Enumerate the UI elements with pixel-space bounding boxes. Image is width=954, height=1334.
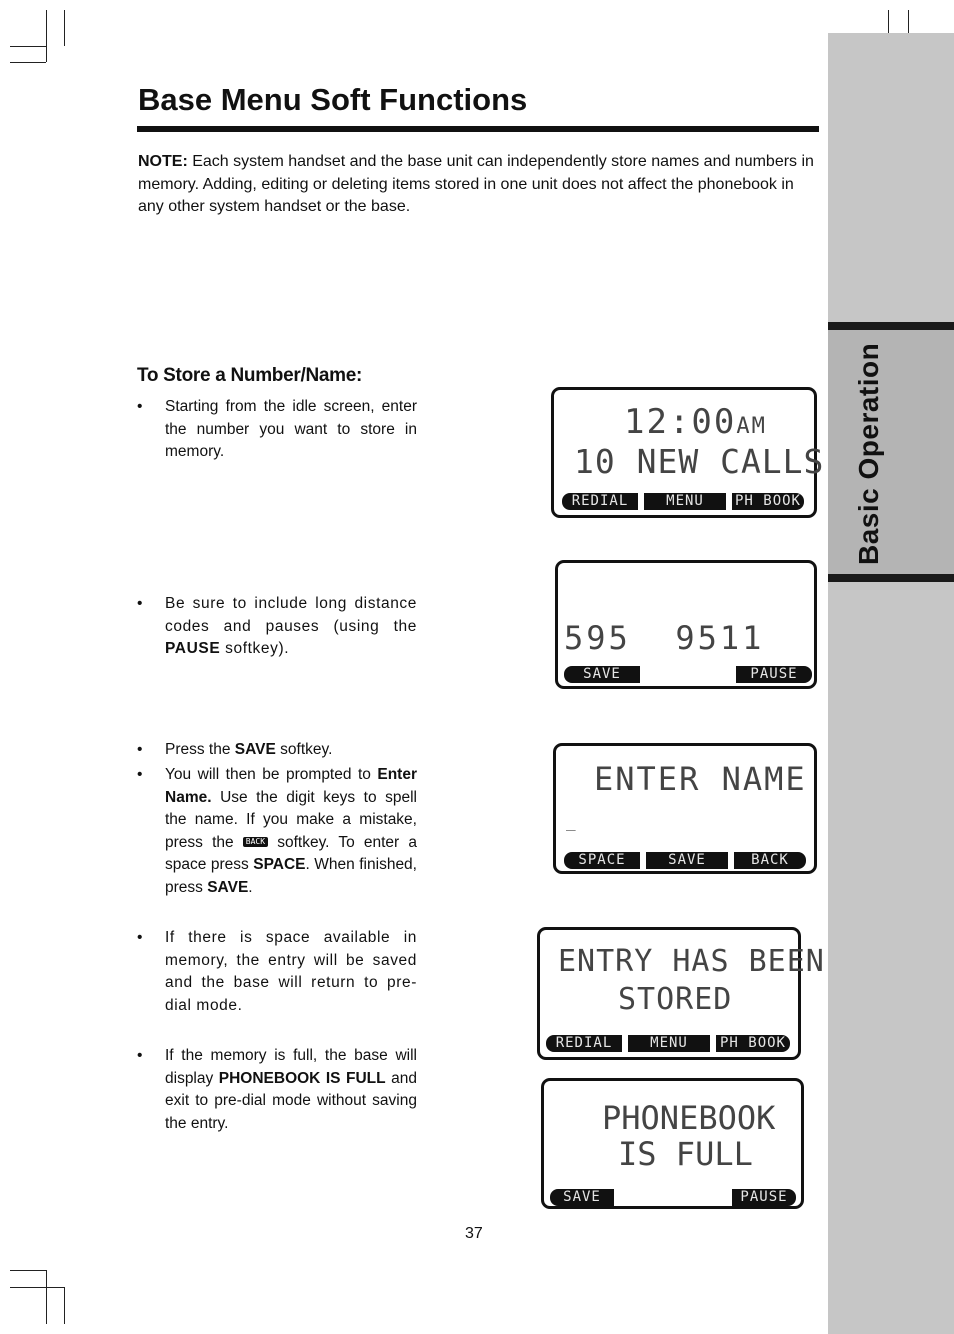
- bold-run: SPACE: [253, 856, 306, 873]
- text-run: and exit to pre-dial mode without saving the entry.: [165, 1069, 417, 1132]
- lcd-stored-screen: [537, 927, 825, 1060]
- crop-mark: [64, 10, 65, 46]
- crop-mark: [10, 62, 46, 63]
- crop-mark: [64, 1287, 65, 1324]
- bullet-text: [165, 764, 417, 899]
- softkey-save[interactable]: SAVE: [550, 1189, 614, 1206]
- bullet-dot: •: [137, 595, 143, 612]
- lcd-new-calls: 10 NEW CALLS: [574, 442, 825, 481]
- page-number: 37: [465, 1225, 483, 1242]
- crop-mark: [46, 1270, 47, 1324]
- text-run: softkey.: [275, 741, 333, 758]
- bullet-dot: •: [137, 766, 143, 783]
- crop-mark: [46, 10, 47, 62]
- softkey-bar: [564, 852, 806, 869]
- softkey-back[interactable]: BACK: [734, 852, 806, 869]
- bold-run: Enter Name.: [165, 766, 417, 806]
- text-run: Use the digit keys to spell the name. If you make a mistake, press the: [165, 788, 417, 851]
- softkey-save[interactable]: SAVE: [646, 852, 728, 869]
- softkey-bar: [564, 666, 812, 683]
- text-run: . When finished, press: [165, 856, 417, 896]
- bullet-text: [165, 739, 417, 762]
- lcd-time: [624, 402, 767, 442]
- crop-mark: [10, 46, 46, 47]
- softkey-menu[interactable]: MENU: [644, 493, 726, 510]
- note-paragraph: [138, 151, 820, 219]
- softkey-pause[interactable]: PAUSE: [736, 666, 812, 683]
- bullet-text: [165, 593, 417, 661]
- lcd-full-screen: [541, 1078, 804, 1209]
- bold-run: PHONEBOOK IS FULL: [218, 1069, 386, 1087]
- section-tab-label: Basic Operation: [853, 342, 884, 565]
- lcd-cursor: _: [566, 812, 578, 831]
- softkey-space[interactable]: SPACE: [564, 852, 640, 869]
- bullet-dot: •: [137, 929, 143, 946]
- bullet-dot: •: [137, 1047, 143, 1064]
- text-run: You will then be prompted to: [165, 766, 378, 783]
- lcd-full-line2: IS FULL: [618, 1135, 753, 1173]
- bullet-item: [137, 396, 417, 464]
- bold-run: SAVE: [234, 741, 276, 758]
- lcd-prompt: ENTER NAME: [594, 760, 807, 798]
- text-run: If the memory is full, the base will display: [165, 1047, 417, 1087]
- softkey-phonebook[interactable]: PH BOOK: [732, 493, 804, 510]
- softkey-redial[interactable]: REDIAL: [562, 493, 638, 510]
- bullet-item: [137, 1045, 417, 1135]
- text-run: Be sure to include long distance codes and pauses (using the: [165, 595, 417, 635]
- bullet-item: [137, 739, 417, 762]
- bold-run: SAVE: [207, 878, 249, 896]
- lcd-name-screen: [553, 743, 817, 874]
- bullet-text: [165, 1045, 417, 1135]
- bullet-item: [137, 764, 417, 899]
- softkey-phonebook[interactable]: PH BOOK: [716, 1035, 790, 1052]
- softkey-bar: [546, 1035, 790, 1052]
- page-title: Base Menu Soft Functions: [138, 82, 528, 117]
- softkey-bar: [550, 1189, 796, 1206]
- bullet-item: [137, 927, 417, 1017]
- note-text: Each system handset and the base unit can independently store names and numbers in memory. Adding, editing or deleting items stored in one unit does not affect the phonebook in any other system handset or the base.: [138, 153, 814, 215]
- lcd-stored-line1: ENTRY HAS BEEN: [558, 944, 825, 979]
- softkey-menu[interactable]: MENU: [628, 1035, 710, 1052]
- softkey-pause[interactable]: PAUSE: [732, 1189, 796, 1206]
- section-tab: [828, 322, 954, 582]
- section-sidebar: [828, 33, 954, 1334]
- bold-run: PAUSE: [165, 640, 221, 657]
- lcd-number-screen: [555, 560, 817, 689]
- section-heading: To Store a Number/Name:: [137, 365, 363, 386]
- text-run: softkey).: [220, 640, 290, 657]
- text-run: .: [248, 878, 253, 896]
- crop-mark: [10, 1287, 64, 1288]
- text-run: Press the: [165, 741, 235, 758]
- crop-mark: [10, 1270, 46, 1271]
- lcd-ampm: AM: [736, 414, 767, 439]
- title-rule: [137, 126, 819, 132]
- bullet-text: If there is space available in memory, the entry will be saved and the base will return to pre-dial mode.: [165, 929, 417, 1014]
- bullet-item: [137, 593, 417, 661]
- note-label: NOTE:: [138, 153, 188, 170]
- lcd-full-line1: PHONEBOOK: [602, 1099, 776, 1137]
- lcd-time-value: 12:00: [624, 402, 737, 442]
- softkey-save[interactable]: SAVE: [564, 666, 640, 683]
- bullet-text: Starting from the idle screen, enter the number you want to store in memory.: [165, 398, 417, 460]
- softkey-redial[interactable]: REDIAL: [546, 1035, 622, 1052]
- lcd-idle-screen: [551, 387, 825, 518]
- softkey-bar: [562, 493, 804, 510]
- bullet-dot: •: [137, 398, 143, 415]
- bullet-dot: •: [137, 741, 143, 758]
- back-key-icon: BACK: [243, 837, 268, 847]
- text-run: softkey. To enter a space press: [165, 833, 417, 873]
- lcd-digits: 595 9511: [564, 619, 765, 657]
- lcd-stored-line2: STORED: [618, 982, 733, 1017]
